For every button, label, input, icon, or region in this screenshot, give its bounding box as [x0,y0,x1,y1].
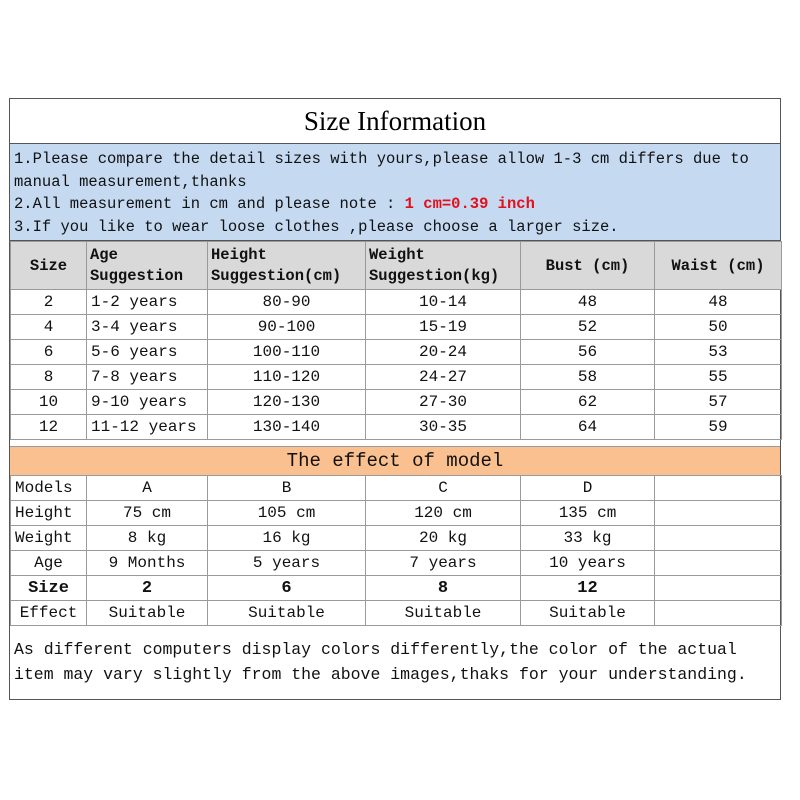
page-title: Size Information [10,99,780,144]
cell-bust: 62 [521,390,655,415]
header-age-line2: Suggestion [90,266,184,285]
model-table [10,475,782,626]
model-cell [655,476,782,501]
note-line-3: 3.If you like to wear loose clothes ,please choose a larger size. [14,218,619,236]
size-chart-sheet [9,98,781,700]
model-cell: Suitable [521,601,655,626]
model-cell [655,526,782,551]
unit-conversion-highlight: 1 cm=0.39 inch [404,195,535,213]
model-row-label: Weight [11,526,87,551]
cell-age: 9-10 years [87,390,208,415]
size-notes [10,144,780,241]
cell-age: 11-12 years [87,415,208,440]
model-effect-title: The effect of model [10,446,780,476]
size-row [11,415,782,440]
model-cell: 10 years [521,551,655,576]
cell-size: 12 [11,415,87,440]
size-row [11,290,782,315]
cell-weight: 27-30 [366,390,521,415]
model-cell: B [208,476,366,501]
model-cell: 8 kg [87,526,208,551]
model-cell: 135 cm [521,501,655,526]
note-line-1b: manual measurement,thanks [14,173,247,191]
header-age [87,242,208,290]
model-cell: 75 cm [87,501,208,526]
cell-bust: 58 [521,365,655,390]
model-cell: D [521,476,655,501]
cell-height: 120-130 [208,390,366,415]
model-cell: 8 [366,576,521,601]
model-cell: 12 [521,576,655,601]
cell-weight: 15-19 [366,315,521,340]
model-cell [655,601,782,626]
header-size: Size [11,242,87,290]
model-cell: C [366,476,521,501]
cell-weight: 30-35 [366,415,521,440]
note-line-2 [14,195,535,213]
model-cell: 20 kg [366,526,521,551]
size-table [10,241,782,440]
cell-waist: 48 [655,290,782,315]
cell-weight: 20-24 [366,340,521,365]
model-cell: 7 years [366,551,521,576]
cell-size: 4 [11,315,87,340]
cell-waist: 53 [655,340,782,365]
cell-age: 1-2 years [87,290,208,315]
model-row [11,576,782,601]
header-waist: Waist (cm) [655,242,782,290]
header-height-line1: Height [211,245,267,264]
cell-size: 10 [11,390,87,415]
cell-bust: 52 [521,315,655,340]
model-cell: 105 cm [208,501,366,526]
size-row [11,365,782,390]
size-row [11,390,782,415]
cell-age: 7-8 years [87,365,208,390]
model-cell: 5 years [208,551,366,576]
model-cell: 120 cm [366,501,521,526]
size-row [11,315,782,340]
model-row-label: Size [11,576,87,601]
model-cell [655,551,782,576]
model-cell: A [87,476,208,501]
size-table-header [11,242,782,290]
model-row [11,601,782,626]
header-age-line1: Age [90,245,118,264]
color-disclaimer [14,637,778,687]
model-cell: Suitable [208,601,366,626]
model-row-label: Effect [11,601,87,626]
note-line-2-text: 2.All measurement in cm and please note : [14,195,405,213]
model-cell: 9 Months [87,551,208,576]
cell-height: 100-110 [208,340,366,365]
header-weight [366,242,521,290]
disclaimer-line-2: item may vary slightly from the above images,thaks for your understanding. [14,665,747,684]
cell-height: 110-120 [208,365,366,390]
cell-size: 6 [11,340,87,365]
header-height [208,242,366,290]
model-cell: Suitable [366,601,521,626]
cell-height: 90-100 [208,315,366,340]
cell-waist: 59 [655,415,782,440]
header-weight-line2: Suggestion(kg) [369,266,500,285]
model-cell: Suitable [87,601,208,626]
model-row-label: Age [11,551,87,576]
cell-waist: 55 [655,365,782,390]
disclaimer-line-1: As different computers display colors differently,the color of the actual [14,640,737,659]
note-line-1a: 1.Please compare the detail sizes with yours,please allow 1-3 cm differs due to [14,150,749,168]
cell-bust: 48 [521,290,655,315]
model-cell: 2 [87,576,208,601]
header-height-line2: Suggestion(cm) [211,266,342,285]
model-row [11,476,782,501]
model-row [11,501,782,526]
model-cell [655,576,782,601]
model-row-label: Models [11,476,87,501]
header-weight-line1: Weight [369,245,425,264]
cell-weight: 24-27 [366,365,521,390]
model-cell: 16 kg [208,526,366,551]
model-cell: 6 [208,576,366,601]
model-row [11,526,782,551]
model-cell: 33 kg [521,526,655,551]
header-bust: Bust (cm) [521,242,655,290]
cell-age: 3-4 years [87,315,208,340]
cell-bust: 56 [521,340,655,365]
cell-size: 2 [11,290,87,315]
cell-height: 130-140 [208,415,366,440]
cell-weight: 10-14 [366,290,521,315]
cell-age: 5-6 years [87,340,208,365]
model-cell [655,501,782,526]
cell-waist: 57 [655,390,782,415]
cell-size: 8 [11,365,87,390]
cell-height: 80-90 [208,290,366,315]
model-row [11,551,782,576]
cell-waist: 50 [655,315,782,340]
cell-bust: 64 [521,415,655,440]
model-row-label: Height [11,501,87,526]
size-row [11,340,782,365]
